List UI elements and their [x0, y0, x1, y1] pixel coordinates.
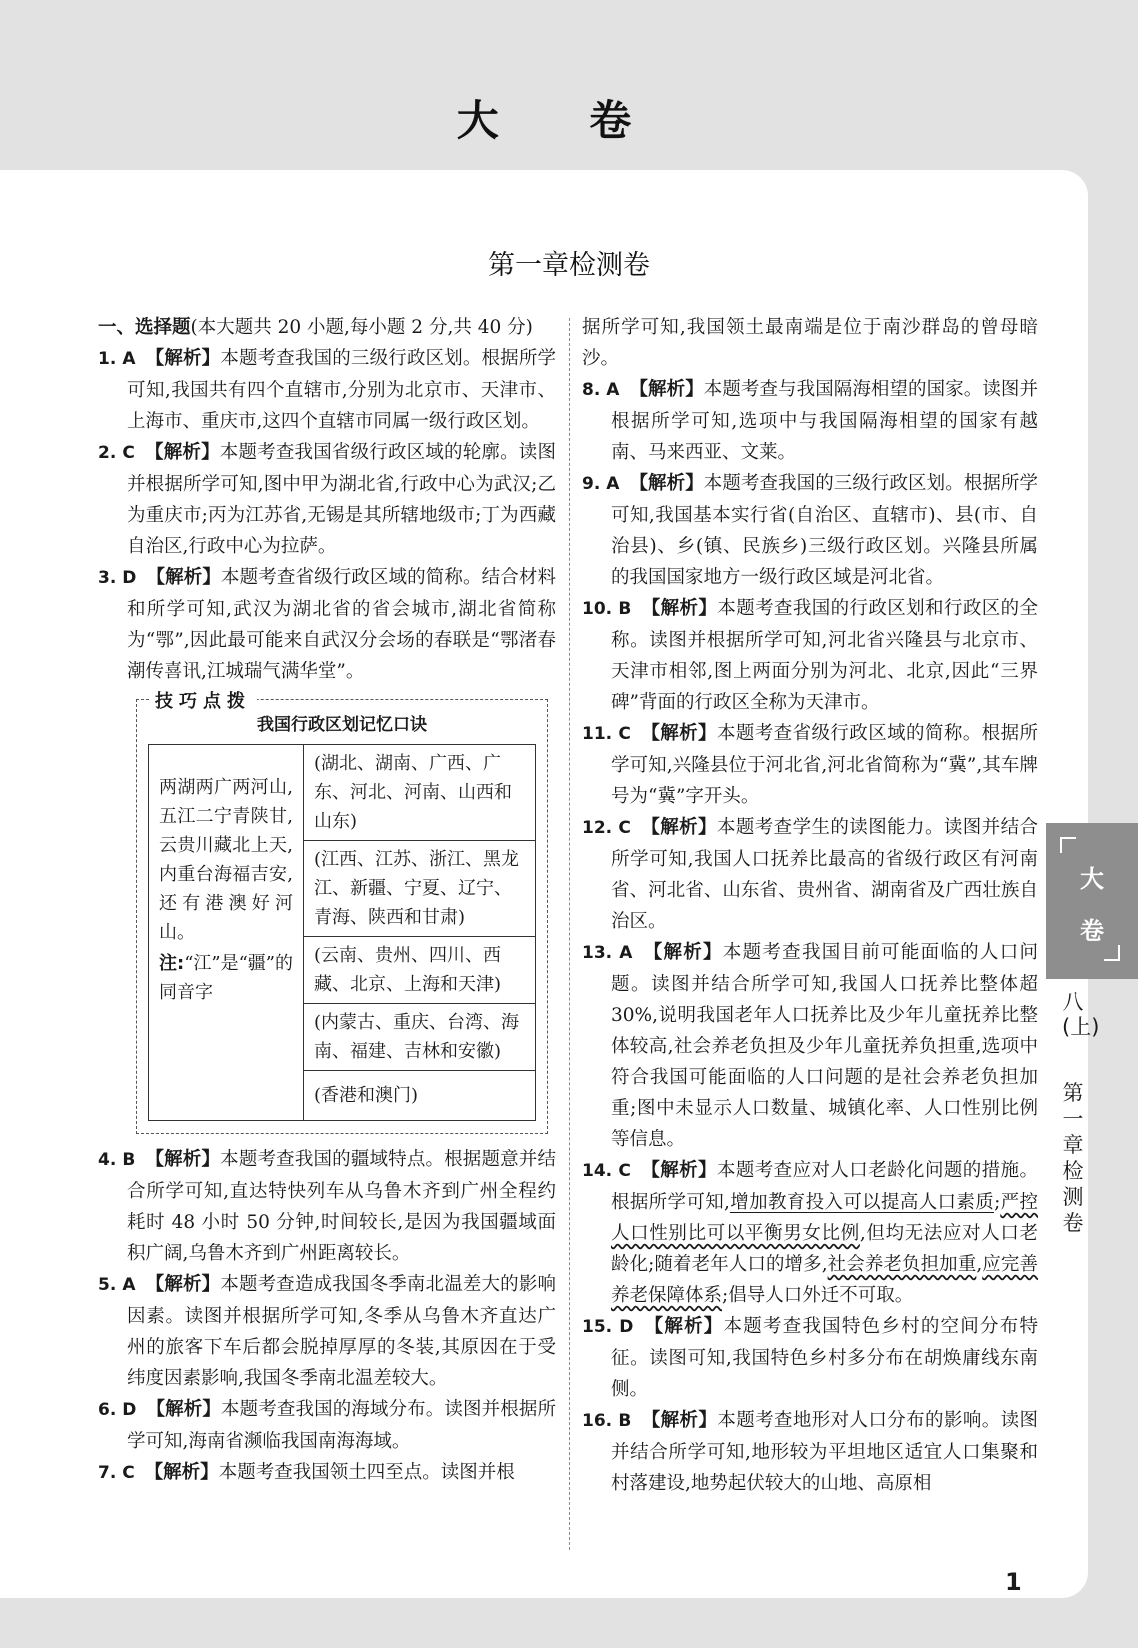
- side-chapter-label: 第一章检测卷: [1062, 1081, 1084, 1235]
- answer-item: 14. C 【解析】本题考查应对人口老龄化问题的措施。根据所学可知,增加教育投入可以提高人口素质;严控人口性别比可以平衡男女比例,但均无法应对人口老龄化;随着老年人口的增多,社会养老负担加重,应完善养老保障体系;倡导人口外迁不可取。: [582, 1160, 1038, 1306]
- answer-item: 6. D 【解析】本题考查我国的海域分布。读图并根据所学可知,海南省濒临我国南海海域。: [98, 1399, 556, 1452]
- tip-box: [136, 691, 548, 1134]
- answer-item: 10. B 【解析】本题考查我国的行政区划和行政区的全称。读图并根据所学可知,河北省兴隆县与北京市、天津市相邻,图上两面分别为河北、北京,因此“三界碑”背面的行政区全称为天津市。: [582, 598, 1038, 713]
- mnemonic-row: (云南、贵州、四川、西藏、北京、上海和天津): [304, 937, 536, 1004]
- side-tab: [1046, 823, 1138, 979]
- mnemonic-row: (内蒙古、重庆、台湾、海南、福建、吉林和安徽): [304, 1004, 536, 1071]
- column-divider: [569, 318, 570, 1550]
- answer-item: 8. A 【解析】本题考查与我国隔海相望的国家。读图并根据所学可知,选项中与我国隔海相望的国家有越南、马来西亚、文莱。: [582, 379, 1038, 463]
- side-tab-char: 大: [1080, 865, 1104, 893]
- answer-item: 5. A 【解析】本题考查造成我国冬季南北温差大的影响因素。读图并根据所学可知,冬季从乌鲁木齐直达广州的旅客下车后都会脱掉厚厚的冬装,其原因在于受纬度因素影响,我国冬季南北温差较大。: [98, 1274, 556, 1389]
- mnemonic-row: (江西、江苏、浙江、黑龙江、新疆、宁夏、辽宁、青海、陕西和甘肃): [304, 841, 536, 937]
- answer-item: 11. C 【解析】本题考查省级行政区域的简称。根据所学可知,兴隆县位于河北省,河北省简称为“冀”,其车牌号为“冀”字开头。: [582, 723, 1038, 807]
- answer-item: 16. B 【解析】本题考查地形对人口分布的影响。读图并结合所学可知,地形较为平坦地区适宜人口集聚和村落建设,地势起伏较大的山地、高原相: [582, 1410, 1038, 1494]
- mnemonic-table: [148, 744, 536, 1121]
- tip-label: 技巧点拨: [149, 686, 257, 717]
- answer-item: 7. C 【解析】本题考查我国领土四至点。读图并根: [98, 1462, 515, 1483]
- wavy-underlined-text: 应完善养老保障体系: [611, 1254, 1038, 1306]
- answer-item: 13. A 【解析】本题考查我国目前可能面临的人口问题。读图并结合所学可知,我国人口抚养比整体超 30%,说明我国老年人口抚养比及少年儿童抚养比整体较高,社会养老负担及少年儿童抚养负担重,选项中符合我国可能面临的人口问题的是社会养老负担加重;图中未显示人口数量、城镇化率、人口性别比例等信息。: [582, 942, 1038, 1150]
- wavy-underlined-text: 社会养老负担加重: [827, 1254, 977, 1275]
- underlined-text: 增加教育投入可以提高人口素质: [729, 1192, 995, 1213]
- corner-bracket-icon: [1104, 945, 1120, 961]
- mnemonic-row: (湖北、湖南、广西、广东、河北、河南、山西和山东): [304, 745, 536, 841]
- answer-item-continued: 据所学可知,我国领土最南端是位于南沙群岛的曾母暗沙。: [582, 317, 1038, 369]
- page-number: 1: [1005, 1568, 1022, 1596]
- section-label: 一、选择题: [98, 317, 191, 338]
- answer-item: 2. C 【解析】本题考查我国省级行政区域的轮廓。读图并根据所学可知,图中甲为湖北省,行政中心为武汉;乙为重庆市;丙为江苏省,无锡是其所辖地级市;丁为西藏自治区,行政中心为拉萨。: [98, 442, 556, 557]
- answer-item: 15. D 【解析】本题考查我国特色乡村的空间分布特征。读图可知,我国特色乡村多分布在胡焕庸线东南侧。: [582, 1316, 1038, 1400]
- chapter-title: 第一章检测卷: [488, 250, 650, 281]
- answer-item: 12. C 【解析】本题考查学生的读图能力。读图并结合所学可知,我国人口抚养比最高的省级行政区有河南省、河北省、山东省、贵州省、湖南省及广西壮族自治区。: [582, 817, 1038, 932]
- header-title: 大 卷: [456, 96, 670, 145]
- corner-bracket-icon: [1060, 837, 1076, 853]
- section-heading: [98, 312, 556, 343]
- left-column: [98, 312, 556, 1489]
- mnemonic-poem: 两湖两广两河山,五江二宁青陕甘,云贵川藏北上天,内重台海福吉安,还有港澳好河山。 注:“江”是“疆”的同音字: [149, 745, 304, 1121]
- wavy-underlined-text: 严控人口性别比可以平衡男女比例: [611, 1192, 1038, 1244]
- tip-title: 我国行政区划记忆口诀: [257, 715, 427, 735]
- answer-item: 4. B 【解析】本题考查我国的疆域特点。根据题意并结合所学可知,直达特快列车从乌鲁木齐到广州全程约耗时 48 小时 50 分钟,时间较长,是因为我国疆域面积广阔,乌鲁木齐到广州距离较长。: [98, 1149, 556, 1264]
- answer-item: 9. A 【解析】本题考查我国的三级行政区划。根据所学可知,我国基本实行省(自治区、直辖市)、县(市、自治县)、乡(镇、民族乡)三级行政区划。兴隆县所属的我国国家地方一级行政区域是河北省。: [582, 473, 1038, 588]
- right-column: [582, 312, 1038, 1499]
- side-grade-label: 八(上): [1062, 990, 1100, 1039]
- answer-item: 1. A 【解析】本题考查我国的三级行政区划。根据所学可知,我国共有四个直辖市,分别为北京市、天津市、上海市、重庆市,这四个直辖市同属一级行政区划。: [98, 348, 556, 432]
- side-tab-char: 卷: [1080, 917, 1104, 945]
- section-note: (本大题共 20 小题,每小题 2 分,共 40 分): [190, 317, 533, 338]
- answer-item: 3. D 【解析】本题考查省级行政区域的简称。结合材料和所学可知,武汉为湖北省的省会城市,湖北省简称为“鄂”,因此最可能来自武汉分会场的春联是“鄂渚春潮传喜讯,江城瑞气满华堂”。: [98, 567, 556, 682]
- mnemonic-row: (香港和澳门): [304, 1071, 536, 1121]
